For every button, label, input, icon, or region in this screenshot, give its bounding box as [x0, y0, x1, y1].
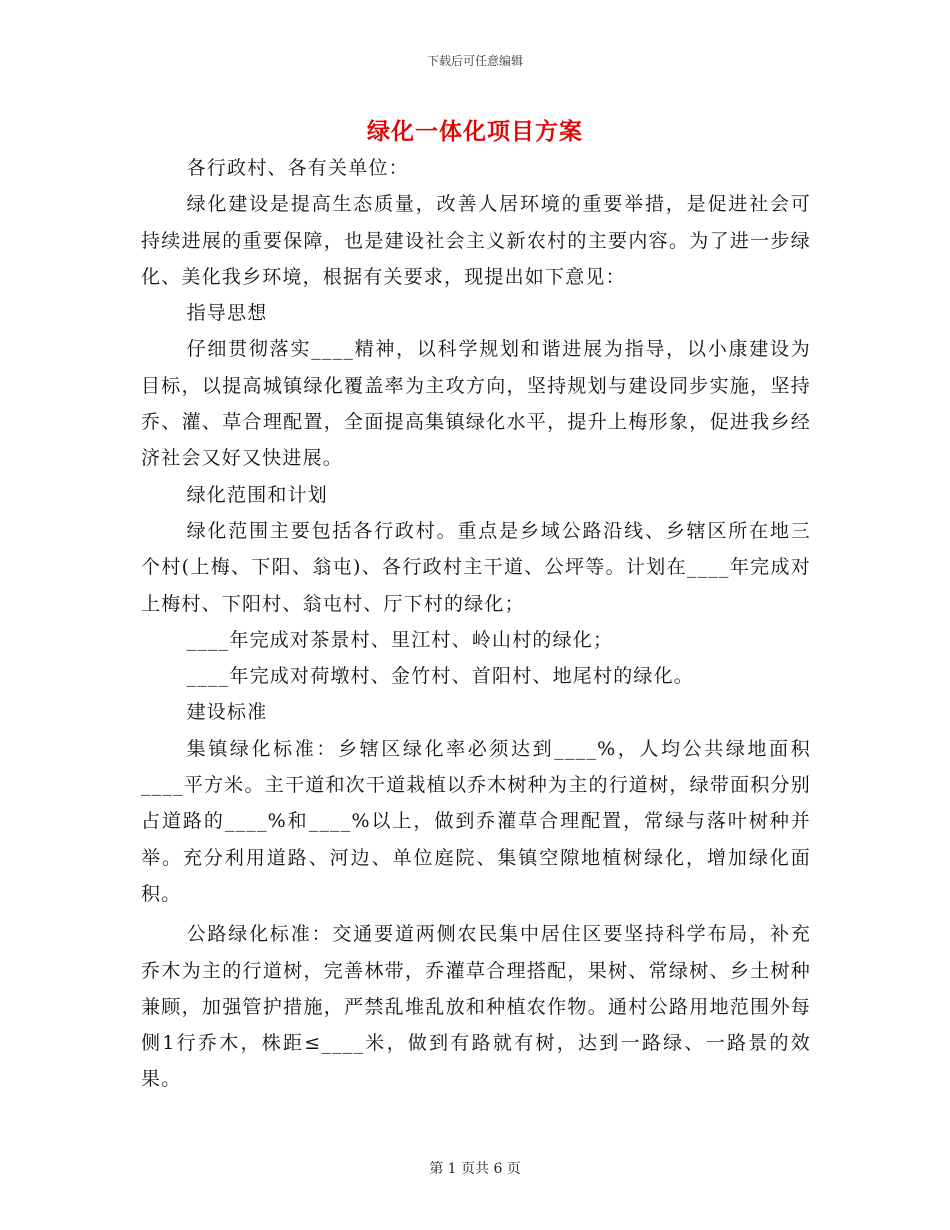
paragraph-intro: 绿化建设是提高生态质量，改善人居环境的重要举措，是促进社会可持续进展的重要保障，也是建设社会主义新农村的主要内容。为了进一步绿化、美化我乡环境，根据有关要求，现提出如下意见：: [141, 193, 811, 288]
document-body: [141, 150, 811, 1098]
paragraph-plan-year-3: ____年完成对荷墩村、金竹村、首阳村、地尾村的绿化。: [186, 665, 694, 688]
document-title: 绿化一体化项目方案: [367, 119, 583, 145]
page-header-note: 下载后可任意编辑: [426, 54, 523, 68]
section-heading-standards: 建设标准: [186, 701, 268, 724]
page-number: 第 1 页共 6 页: [429, 1161, 521, 1177]
paragraph-guiding-ideology: 仔细贯彻落实____精神，以科学规划和谐进展为指导，以小康建设为目标，以提高城镇绿化覆盖率为主攻方向，坚持规划与建设同步实施，坚持乔、灌、草合理配置，全面提高集镇绿化水平，提升上梅形象，促进我乡经济社会又好又快进展。: [141, 338, 811, 470]
paragraph-plan-year-2: ____年完成对茶景村、里江村、岭山村的绿化；: [186, 628, 614, 651]
paragraph-salutation: 各行政村、各有关单位：: [186, 157, 409, 179]
section-heading-scope-plan: 绿化范围和计划: [186, 483, 328, 506]
paragraph-town-greening-standard: 集镇绿化标准：乡辖区绿化率必须达到____%，人均公共绿地面积____平方米。主干道和次干道栽植以乔木树种为主的行道树，绿带面积分别占道路的____%和____%以上，做到乔灌草合理配置，常绿与落叶树种并举。充分利用道路、河边、单位庭院、集镇空隙地植树绿化，增加绿化面积。: [141, 737, 811, 905]
paragraph-road-greening-standard: 公路绿化标准：交通要道两侧农民集中居住区要坚持科学布局，补充乔木为主的行道树，完善林带，乔灌草合理搭配，果树、常绿树、乡土树种兼顾，加强管护措施，严禁乱堆乱放和种植农作物。通村公路用地范围外每侧1行乔木，株距≤____米，做到有路就有树，达到一路绿、一路景的效果。: [141, 923, 811, 1091]
section-heading-guiding-ideology: 指导思想: [186, 302, 268, 325]
paragraph-scope-plan: 绿化范围主要包括各行政村。重点是乡域公路沿线、乡辖区所在地三个村(上梅、下阳、翁屯)、各行政村主干道、公坪等。计划在____年完成对上梅村、下阳村、翁屯村、厅下村的绿化；: [141, 519, 811, 615]
